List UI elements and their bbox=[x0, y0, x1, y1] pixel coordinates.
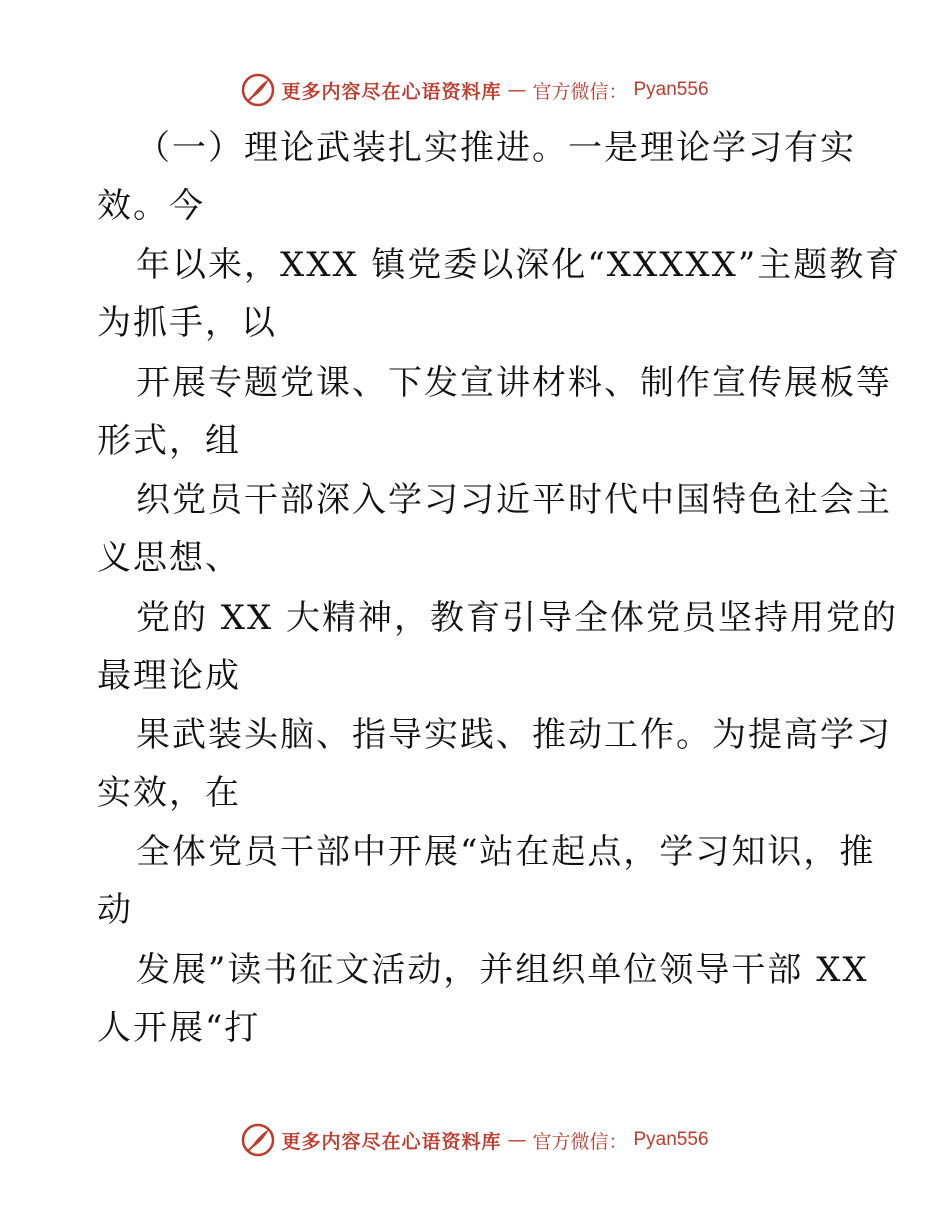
body-line: 开展专题党课、下发宣讲材料、制作宣传展板等 bbox=[136, 363, 892, 403]
header-watermark bbox=[0, 70, 950, 110]
body-line: 织党员干部深入学习习近平时代中国特色社会主 bbox=[136, 480, 892, 520]
body-line: （一）理论武装扎实推进。一是理论学习有实 bbox=[136, 128, 856, 168]
body-line: 实效，在 bbox=[97, 773, 241, 813]
watermark-brand: 更多内容尽在心语资料库 bbox=[281, 1130, 502, 1153]
body-line: 党的 XX 大精神，教育引导全体党员坚持用党的 bbox=[136, 598, 899, 638]
feather-quill-icon bbox=[241, 1123, 275, 1157]
body-line: 效。今 bbox=[97, 186, 205, 226]
body-line: 形式，组 bbox=[97, 421, 241, 461]
body-line: 果武装头脑、指导实践、推动工作。为提高学习 bbox=[136, 715, 892, 755]
body-line: 为抓手，以 bbox=[97, 303, 277, 343]
feather-quill-icon bbox=[241, 73, 275, 107]
body-line: 发展”读书征文活动，并组织单位领导干部 XX bbox=[136, 950, 869, 990]
watermark-separator: — bbox=[507, 79, 527, 101]
watermark-separator: — bbox=[507, 1129, 527, 1151]
body-line: 年以来，XXX 镇党委以深化“XXXXX”主题教育 bbox=[136, 245, 902, 285]
footer-watermark bbox=[0, 1120, 950, 1160]
watermark-group bbox=[241, 1123, 708, 1157]
body-line: 人开展“打 bbox=[97, 1008, 261, 1048]
watermark-wechat-id: Pyan556 bbox=[633, 1129, 709, 1150]
body-line: 义思想、 bbox=[97, 538, 241, 578]
body-line: 全体党员干部中开展“站在起点，学习知识，推 bbox=[136, 832, 876, 872]
watermark-wechat-label: 官方微信： bbox=[532, 1130, 628, 1153]
body-line: 最理论成 bbox=[97, 656, 241, 696]
watermark-group bbox=[241, 73, 708, 107]
watermark-wechat-id: Pyan556 bbox=[633, 79, 709, 100]
watermark-brand: 更多内容尽在心语资料库 bbox=[281, 80, 502, 103]
body-line: 动 bbox=[97, 890, 133, 930]
watermark-wechat-label: 官方微信： bbox=[532, 80, 628, 103]
